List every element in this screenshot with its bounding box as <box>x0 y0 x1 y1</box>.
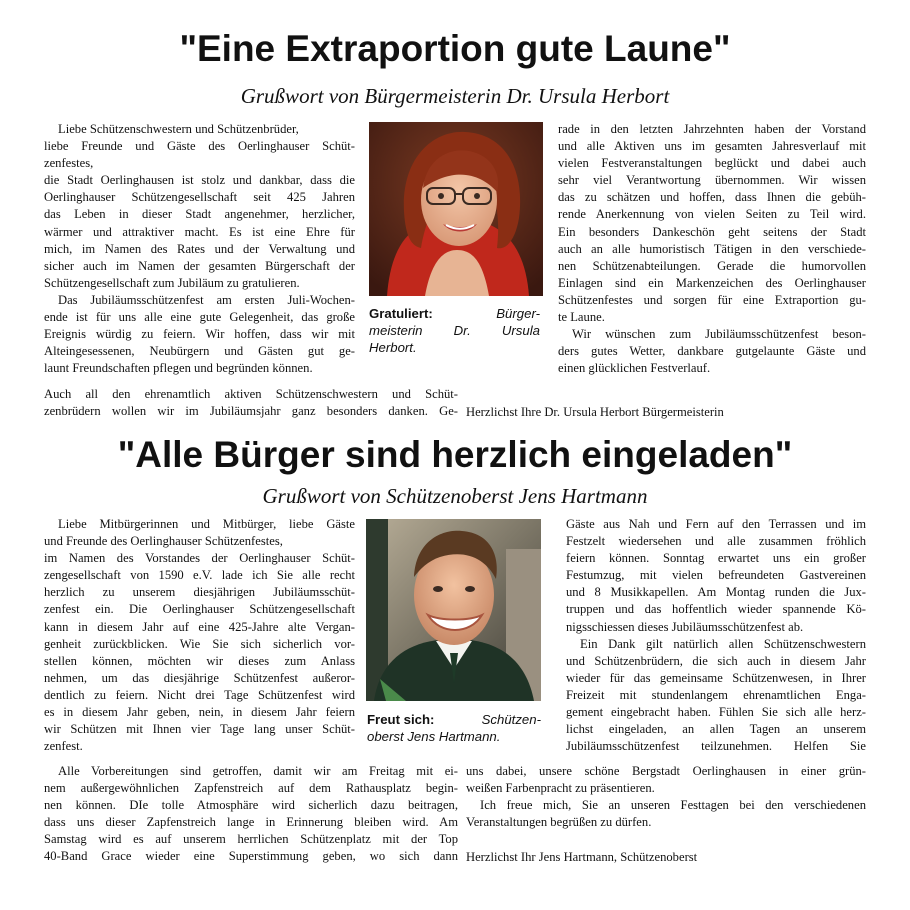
text-line: Ein besonders Dankeschön geht seitens der Stadt <box>558 224 866 239</box>
text-line: herzlich zu unserem diesjährigen Jubiläumsschüt- <box>44 585 355 600</box>
text-line: Auch all den ehrenamtlich aktiven Schützenschwestern und Schüt- <box>44 386 458 401</box>
text-line: Liebe Schützenschwestern und Schützenbrüder, <box>58 122 299 136</box>
article1-right-column <box>558 121 866 377</box>
text-line: das zu schätzen und hoffen, dass Ihnen die gebüh- <box>558 190 866 205</box>
text-line: Samstag wird es auf unserem herrlichen Schützenplatz mit der Top <box>44 832 458 847</box>
text-line: lichst eingeladen, an allen Tagen an unserem <box>566 722 866 737</box>
article2-headline: "Alle Bürger sind herzlich eingeladen" <box>117 434 793 475</box>
text-line: stellen können, möchten wir dieses zum Anlass <box>44 653 355 668</box>
text-line: Ereignis würdig zu feiern. Wir hoffen, dass wir mit <box>44 327 355 342</box>
text-line: und 8 Musikkapellen. Am Montag runden die Jux- <box>566 585 866 600</box>
text-line: dentlich zu feiern. Nicht drei Tage Schützenfest wird <box>44 687 355 702</box>
text-line: und alle Aktiven uns im gesamten Jahresverlauf mit <box>558 139 866 154</box>
text-line: die Stadt Oerlinghausen ist stolz und dankbar, dass die <box>44 173 355 188</box>
text-line: das Leben in dieser Stadt angenehmer, herzlicher, <box>44 207 355 222</box>
text-line: einen glücklichen Festverlauf. <box>558 361 711 376</box>
text-line: Jubiläumsschützenfest teilzunehmen. Helfen Sie <box>566 739 866 754</box>
article2-portrait-photo <box>366 519 541 701</box>
text-line: wieder für das gemeinsame Schützenwesen, in Ihrer <box>566 670 866 685</box>
article1-signature: Herzlichst Ihre Dr. Ursula Herbort Bürgermeisterin <box>466 405 724 419</box>
article2-right-wide-column <box>466 763 866 831</box>
text-line: wir Schützen mit Ihnen vier Tage lang unser Schüt- <box>44 722 355 737</box>
text-line: genheit zurückblicken. Wie Sie sich sicherlich vor- <box>44 636 355 651</box>
text-line: Wir wünschen zum Jubiläumsschützenfest beson- <box>572 327 866 342</box>
text-line: sehr viel Verantwortung übernommen. Wir wissen <box>558 173 866 188</box>
portrait-man-icon <box>366 519 541 701</box>
text-line: Ein Dank gilt natürlich allen Schützenschwestern <box>580 636 866 651</box>
text-line: im Namen des Vorstandes der Oerlinghauser Schüt- <box>44 551 355 566</box>
text-line: Einlagen sind ein Markenzeichen des Oerlinghauser <box>558 275 866 290</box>
text-line: zenbrüdern wollen wir im Jubiläumsjahr ganz besonders danken. Ge- <box>44 403 458 418</box>
text-line: Festumzug, mit vielen befreundeten Gastvereinen <box>566 568 866 583</box>
text-line: feiern können. Sonntag erwartet uns ein großer <box>566 551 866 566</box>
text-line: vielen Festveranstaltungen beglückt und dabei auch <box>558 156 866 171</box>
text-line: nehmen, um das diesjährige Schützenfest außeror- <box>44 670 355 685</box>
text-line: zenfest. <box>44 739 83 754</box>
article1-portrait-photo <box>369 122 543 296</box>
text-line: wärmer und attraktiver macht. Es ist eine Ehre für <box>44 224 355 239</box>
text-line: und Freunde des Oerlinghauser Schützenfestes, <box>44 534 283 549</box>
text-line: nen Schützenabteilungen. Gerade die humorvollen <box>558 258 866 273</box>
text-line: gement eingebracht haben. Fühlen Sie sich alle herz- <box>566 705 866 720</box>
text-line: zenfestes, <box>44 156 94 171</box>
text-line: es in diesem Jahr geben, nein, in diesem Jahr feiern <box>44 705 355 720</box>
text-line: Festzelt wiedersehen und alle zusammen fröhlich <box>566 534 866 549</box>
text-line: auch an alle humoristisch Tätigen in den verschiede- <box>558 241 866 256</box>
text-line: te Laune. <box>558 310 605 325</box>
text-line: truppen und das hoffentlich wieder spannende Kö- <box>566 602 866 617</box>
article2-left-wide-column <box>44 763 458 866</box>
text-line: mich, im Namen des Rates und der Verwaltung und <box>44 241 355 256</box>
article2-subheadline: Grußwort von Schützenoberst Jens Hartmann <box>262 484 648 508</box>
article2-right-column <box>566 516 866 755</box>
text-line: Oerlinghauser Schützengesellschaft seit 425 Jahren <box>44 190 355 205</box>
text-line: nem außergewöhnlichen Zapfenstreich auf dem Rathausplatz begin- <box>44 781 458 796</box>
text-line: Schützenfestes und sorgen für eine Extraportion gu- <box>558 292 866 307</box>
text-line: sicher auch im Namen der gesamten Bürgerschaft der <box>44 258 355 273</box>
text-line: Gäste aus Nah und Fern auf den Terrassen und im <box>566 517 866 531</box>
text-line: Ich freue mich, Sie an unseren Festtagen bei den verschiedenen <box>480 798 866 813</box>
text-line: rade in den letzten Jahrzehnten haben der Vorstand <box>558 122 866 136</box>
article1-subheadline: Grußwort von Bürgermeisterin Dr. Ursula Herbort <box>240 84 670 108</box>
text-line: Veranstaltungen begrüßen zu dürfen. <box>466 815 652 830</box>
text-line: Freizeit mit stundenlangem ehrenamtlichen Enga- <box>566 687 866 702</box>
article2-left-column <box>44 516 355 755</box>
text-line: 40-Band Grace wieder eine Superstimmung geben, wo sich dann <box>44 849 458 864</box>
article2-photo-caption: Freut sich: Schützen- oberst Jens Hartmann. <box>367 712 541 744</box>
text-line: ders gutes Wetter, dankbare gutgelaunte Gäste und <box>558 344 866 359</box>
article2-signature: Herzlichst Ihr Jens Hartmann, Schützenoberst <box>466 850 698 864</box>
text-line: rende Anerkennung von vielen Seiten zu Teil wird. <box>558 207 866 222</box>
text-line: liebe Freunde und Gäste des Oerlinghauser Schüt- <box>44 139 355 154</box>
text-line: Liebe Mitbürgerinnen und Mitbürger, liebe Gäste <box>58 517 355 531</box>
text-line: uns dabei, unsere schöne Bergstadt Oerlinghausen in einer grün- <box>466 764 866 778</box>
article1-headline: "Eine Extraportion gute Laune" <box>179 28 731 69</box>
text-line: Alle Vorbereitungen sind getroffen, damit wir am Freitag mit ei- <box>58 764 458 778</box>
text-line: nen können. DIe tolle Atmosphäre wird sicherlich dazu beitragen, <box>44 798 458 813</box>
text-line: Alteingesessenen, Neubürgern und Gästen gut ge- <box>44 344 355 359</box>
text-line: nigsschiessen dieses Jubiläumsschützenfest ab. <box>566 619 804 634</box>
text-line: zengesellschaft von 1590 e.V. lade ich Sie alle recht <box>44 568 355 583</box>
text-line: dass uns dieser Zapfenstreich lange in Erinnerung bleiben wird. Am <box>44 815 458 830</box>
text-line: Das Jubiläumsschützenfest am ersten Juli-Wochen- <box>58 292 355 307</box>
article1-photo-caption: Gratuliert: Bürger- meisterin Dr. Ursula Herbort. <box>369 306 540 355</box>
text-line: und Schützenbrüdern, die sich auch in diesem Jahr <box>566 653 866 668</box>
text-line: Schützengesellschaft zum Jubiläum zu gratulieren. <box>44 275 300 290</box>
text-line: weißen Farbenpracht zu präsentieren. <box>466 781 655 796</box>
text-line: kann in diesem Jahr auf eine 425-Jahre alte Vergan- <box>44 619 355 634</box>
text-line: launt Freundschaften pflegen und begründen können. <box>44 361 313 376</box>
text-line: zenfest ein. Die Oerlinghauser Schützengesellschaft <box>44 602 355 617</box>
article1-wide-column <box>44 386 458 420</box>
article1-left-column <box>44 121 355 377</box>
portrait-woman-icon <box>369 122 543 296</box>
text-line: ende ist für uns alle eine gute Gelegenheit, das große <box>44 310 355 325</box>
